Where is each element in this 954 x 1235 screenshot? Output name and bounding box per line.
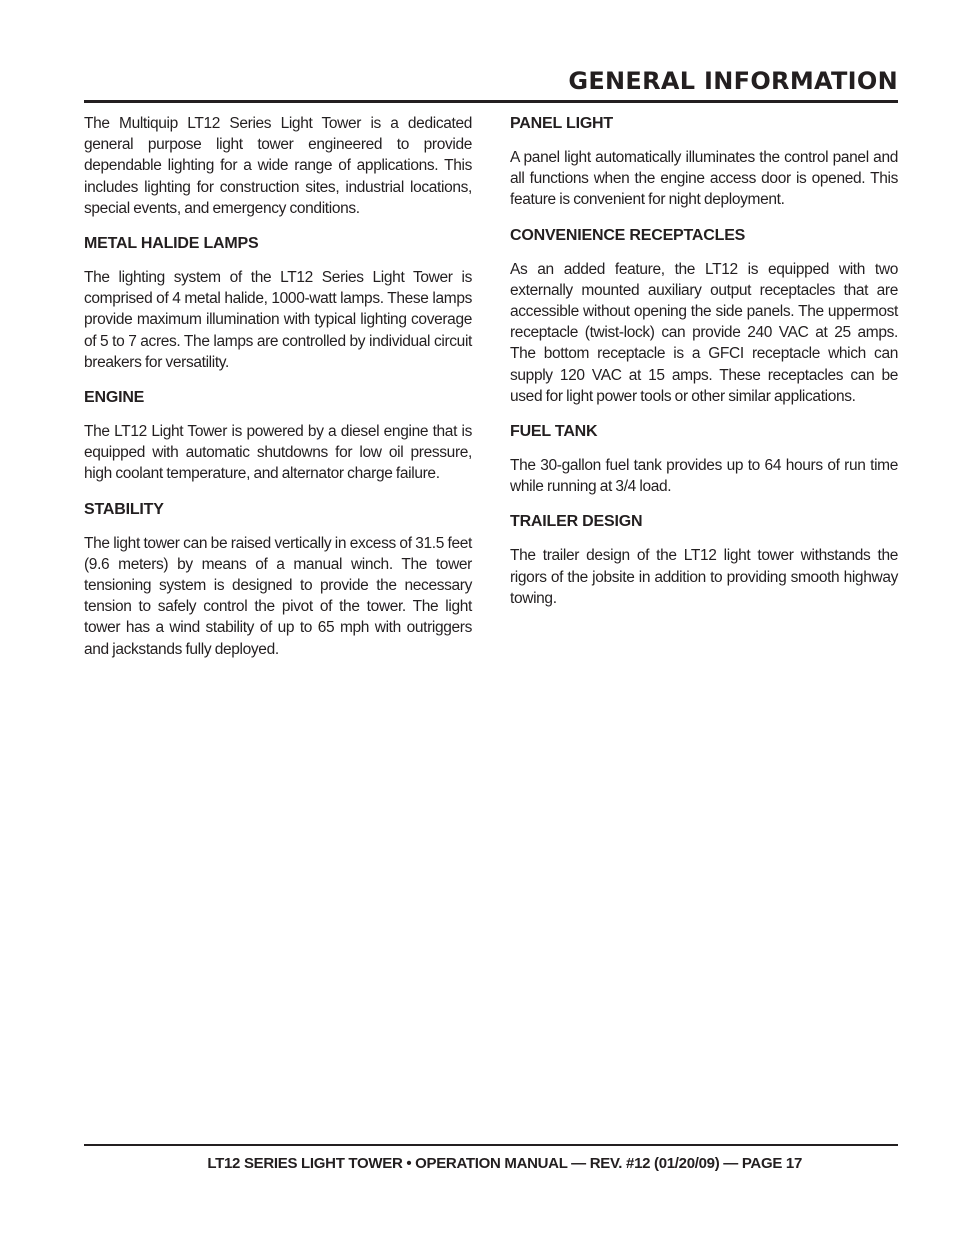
paragraph-fuel-tank: The 30-gallon fuel tank provides up to 64 hours of run time while running at 3/4 load. <box>510 457 898 496</box>
paragraph-engine: The LT12 Light Tower is powered by a diesel engine that is equipped with automatic shutdowns for low oil pressure, high coolant temperature, and alternator charge failure. <box>84 423 472 483</box>
heading-fuel-tank: FUEL TANK <box>510 423 598 441</box>
footer-divider <box>84 1144 898 1146</box>
left-column <box>84 113 472 674</box>
paragraph-convenience-receptacles: As an added feature, the LT12 is equipped with two externally mounted auxiliary output receptacles that are accessible without opening the side panels. The uppermost receptacle (twist-lock) can provide 240 VAC at 25 amps. The bottom receptacle is a GFCI receptacle which can supply 120 VAC at 15 amps. These receptacles can be used for light power tools or other similar applications. <box>510 260 898 405</box>
paragraph-stability: The light tower can be raised vertically in excess of 31.5 feet (9.6 meters) by means of a manual winch. The tower tensioning system is designed to provide the necessary tension to safely control the pivot of the tower. The light tower has a wind stability of up to 65 mph with outriggers and jackstands fully deployed. <box>84 534 472 658</box>
title-divider <box>84 100 898 103</box>
heading-convenience-receptacles: CONVENIENCE RECEPTACLES <box>510 226 746 244</box>
heading-trailer-design: TRAILER DESIGN <box>510 513 643 531</box>
page-title: GENERAL INFORMATION <box>568 67 898 95</box>
heading-engine: ENGINE <box>84 389 145 407</box>
paragraph-panel-light: A panel light automatically illuminates the control panel and all functions when the engine access door is opened. This feature is convenient for night deployment. <box>510 149 898 209</box>
heading-stability: STABILITY <box>84 500 164 518</box>
paragraph-metal-halide-lamps: The lighting system of the LT12 Series Light Tower is comprised of 4 metal halide, 1000-watt lamps. These lamps provide maximum illumination with typical lighting coverage of 5 to 7 acres. The lamps are controlled by individual circuit breakers for versatility. <box>84 269 472 371</box>
footer-text: LT12 SERIES LIGHT TOWER • OPERATION MANUAL — REV. #12 (01/20/09) — PAGE 17 <box>207 1155 802 1172</box>
heading-panel-light: PANEL LIGHT <box>510 115 613 132</box>
heading-metal-halide-lamps: METAL HALIDE LAMPS <box>84 235 259 253</box>
right-column <box>510 113 898 623</box>
intro-paragraph: The Multiquip LT12 Series Light Tower is a dedicated general purpose light tower engineered to provide dependable lighting for a wide range of applications. This includes lighting for construction sites, industrial locations, special events, and emergency conditions. <box>84 115 472 217</box>
paragraph-trailer-design: The trailer design of the LT12 light tower withstands the rigors of the jobsite in addition to providing smooth highway towing. <box>510 547 898 607</box>
